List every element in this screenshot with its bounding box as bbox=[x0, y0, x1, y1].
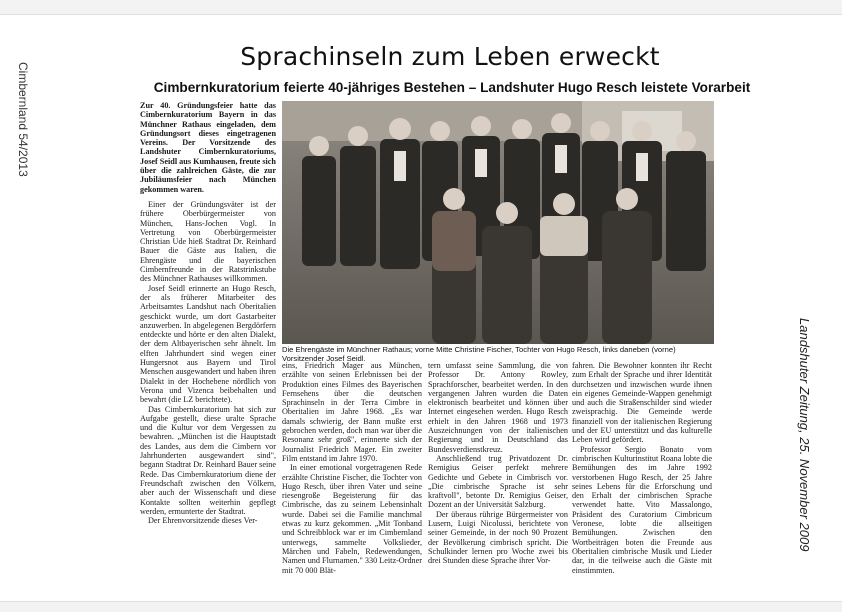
paragraph: eins, Friedrich Mager aus München, erzählte von seinen Erlebnissen bei der Produktion eines Filmes des Bayerischen Fernsehens über die deutschen Sprachinseln in der Terra Cimbre in Oberitalien im Jahre 1968. „Es war damals schwierig, der Bann mußte erst gebrochen werden, doch man war über die Resonanz sehr groß", erinnerte sich der Journalist Friedrich Mager. Ein zweiter Film entstand im Jahre 1970. bbox=[282, 361, 422, 463]
column-2 bbox=[282, 361, 422, 575]
paragraph: fahren. Die Bewohner konnten ihr Recht zum Erhalt der Sprache und ihrer Identität durchsetzen und inzwischen wurde ihnen ein eigenes Gemeinde-Wappen genehmigt und auch die Straßenschilder sind wieder zweisprachig. Die Gemeinde werde finanziell von der italienischen Regierung und der EU unterstützt und das kulturelle Leben wird gefördert. bbox=[572, 361, 712, 445]
lead-paragraph bbox=[140, 101, 276, 194]
source-label-right-text: Landshuter Zeitung, 25. November 2009 bbox=[797, 318, 812, 552]
paragraph: Der überaus rührige Bürgermeister von Lusern, Luigi Nicolussi, berichtete von seiner Gemeinde, in der noch 90 Prozent der Bevölkerung cimbrisch spricht. Die Schulkinder lernen pro Woche zwei bis drei Stunden diese Sprache ihrer Vor- bbox=[428, 509, 568, 566]
scan-frame-bottom bbox=[0, 601, 842, 612]
paragraph: Anschließend trug Privatdozent Dr. Remigius Geiser perfekt mehrere Gedichte und Gebete in Cimbrisch vor. „Die cimbrische Sprache ist sehr kraftvoll", betonte Dr. Remigius Geiser, Dozent an der Universität Salzburg. bbox=[428, 453, 568, 510]
article-headline: Sprachinseln zum Leben erweckt bbox=[240, 42, 660, 71]
column-4 bbox=[572, 361, 712, 575]
source-label-right bbox=[796, 318, 812, 568]
paragraph: Josef Seidl erinnerte an Hugo Resch, der als früherer Mitarbeiter des Arbeitsamtes Landshut nach Oberitalien geschickt wurde, um dort Gastarbeiter anzuwerben. In abgelegenen Bergdörfern entdeckte und hörte er den alten Dialekt, der dem Altbayerischen sehr ähnelt. Im elften Jahrhundert sind wegen einer Hungersnot aus Bayern und Tirol Menschen ausgewandert und haben ihren Dialekt in der Hochebene nördlich von Verona und Vizenca beibehalten und bewahrt (die LZ berichtete). bbox=[140, 283, 276, 405]
paragraph: Professor Sergio Bonato vom cimbrischen Kulturinstitut Roana lobte die Bemühungen des im Jahre 1992 verstorbenen Hugo Resch, der 25 Jahre seines Lebens für die Erforschung und den Erhalt der cimbrischen Sprache verwendet hatte. Vito Massalongo, Präsident des Curatorium Cimbricum Veronese, lobte die allseitigen Bemühungen. Zwischen den Wortbeiträgen boten die Freunde aus Oberitalien cimbrische Musik und Lieder dar, in die teilweise auch die Gäste mit einstimmten. bbox=[572, 444, 712, 575]
paragraph: Einer der Gründungsväter ist der frühere Oberbürgermeister von München, Hans-Jochen Vogl. In Vertretung von Oberbürgermeister Christian Ude hieß Stadtrat Dr. Reinhard Bauer die Gäste aus Italien, die Ehrengäste und die bayerischen Cimbernfreunde in der Ratstrinkstube des Münchner Rathauses willkommen. bbox=[140, 200, 276, 284]
paragraph: In einer emotional vorgetragenen Rede erzählte Christine Fischer, die Tochter von Hugo Resch, über ihren Vater und seine riesengroße Begeisterung für das Cimbrische, das zu seinem Lebensinhalt wurde. Dabei sei die Familie manchmal etwas zu kurz gekommen. „Mit Tonband und Schreibblock war er im Cimbernland unterwegs, sammelte Volkslieder, Märchen und Fabeln, Redewendungen, Namen und Flurnamen." 330 Leitz-Ordner mit 70 000 Blät- bbox=[282, 463, 422, 575]
photo-caption: Die Ehrengäste im Münchner Rathaus; vorne Mitte Christine Fischer, Tochter von Hugo Resch, links daneben (vorne) Vorsitzender Josef Seidl. bbox=[282, 345, 676, 363]
column-3 bbox=[428, 361, 568, 566]
source-label-left bbox=[16, 62, 30, 232]
group-photo-illustration bbox=[282, 101, 714, 344]
paragraph: Das Cimbernkuratorium hat sich zur Aufgabe gestellt, diese uralte Sprache und die Kultur vor dem Vergessen zu bewahren. „München ist die Hauptstadt des Landes, aus dem die Cimbern vor Jahrhunderten ausgewandert sind", begann Stadtrat Dr. Reinhard Bauer seine Rede. Das Cimbernkuratorium diene der Freundschaft zwischen den Völkern, aber auch der Wissenschaft und diese Kontakte sollten weiterhin gepflegt werden, ermunterte der Stadtrat. bbox=[140, 404, 276, 516]
paragraph: tern umfasst seine Sammlung, die von Professor Dr. Antony Rowley, Sprachforscher, bearbeitet werden. In den vergangenen Jahren wurden die Daten elektronisch bearbeitet und können über Internet eingesehen werden. Hugo Resch erhielt in den Jahren 1968 und 1973 Auszeichnungen von der italienischen Regierung und in Deutschland das Bundesverdienstkreuz. bbox=[428, 361, 568, 454]
article-subheadline: Cimbernkuratorium feierte 40-jähriges Bestehen – Landshuter Hugo Resch leistete Vorarbeit bbox=[153, 80, 751, 95]
scan-frame-top bbox=[0, 0, 842, 15]
lead-text: Zur 40. Gründungsfeier hatte das Cimbernkuratorium Bayern in das Münchner Rathaus eingeladen, dem Gründungsort dieses eingetragenen Vereins. Der Vorsitzende des Landshuter Cimbernkuratoriums, Josef Seidl aus Kumhausen, freute sich über die zahlreichen Gäste, die zur Jubiläumsfeier nach München gekommen waren. bbox=[140, 101, 276, 194]
source-label-left-text: Cimbernland 54/2013 bbox=[16, 62, 30, 177]
group-photo bbox=[282, 101, 714, 344]
paragraph: Der Ehrenvorsitzende dieses Ver- bbox=[148, 516, 258, 526]
column-1 bbox=[140, 200, 276, 525]
